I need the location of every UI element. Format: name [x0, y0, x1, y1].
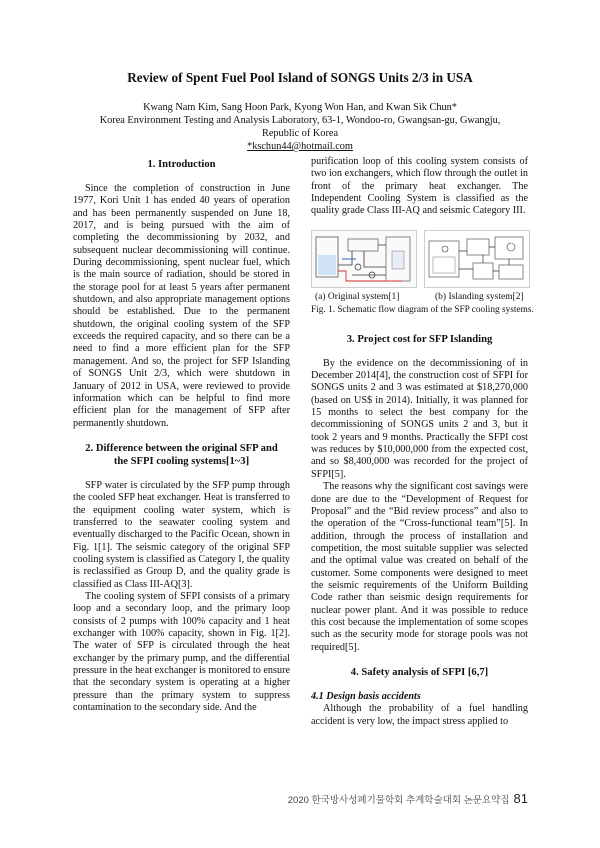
- section-4-1-title: 4.1 Design basis accidents: [311, 690, 421, 702]
- figure-1-caption: Fig. 1. Schematic flow diagram of the SFP cooling systems.: [311, 304, 534, 315]
- section-3-paragraph-1: By the evidence on the decommissioning of in December 2014[4], the construction cost of SFPI for SONGS units 2 and 3 was estimated at $18,270,000 (based on US$ in 2014). Initially, it was planned for 15 months to select the best company for the decommissioning of SONGS units 2 and 3, but it took 2 years and 9 months. Practically the SFPI cost was reduces by $10,000,000 from the expected cost, and so $8,400,000 was recorded for the project of SFPI[5].: [311, 357, 528, 480]
- section-2-title-line-2: the SFPI cooling systems[1~3]: [113, 455, 250, 467]
- author-names: Kwang Nam Kim, Sang Hoon Park, Kyong Won Han, and Kwan Sik Chun*: [143, 102, 457, 113]
- left-column: [73, 158, 290, 714]
- page-number: 81: [513, 791, 528, 806]
- section-2-paragraph-1: SFP water is circulated by the SFP pump through the cooled SFP heat exchanger. Heat is transferred to the equipment cooling water system, which is transferred to the seawater cooling system and eventually discharged to the Pacific Ocean, shown in Fig. 1[1]. The seismic category of the original SFP cooling system is classified as Category I, the quality is reclassified as Group D, and the quality grade is classified as Class III-AQ[3].: [73, 479, 291, 590]
- figure-1-subcaptions: [311, 292, 528, 304]
- section-1-title: 1. Introduction: [147, 159, 216, 170]
- section-2-continued-paragraph: purification loop of this cooling system consists of two ion exchangers, which flow through the outlet in front of the primary heat exchanger. The Independent Cooling System is classified as the quality grade Class III-AQ and seismic Category III.: [311, 156, 528, 217]
- page-footer: [288, 791, 528, 806]
- figure-1: [311, 230, 528, 290]
- section-2-title-line-1: 2. Difference between the original SFP and: [85, 442, 278, 454]
- original-system-diagram: [311, 230, 417, 288]
- subcaption-b: (b) Islanding system[2]: [435, 291, 524, 302]
- section-1-paragraph: Since the completion of construction in June 1977, Kori Unit 1 has ended 40 years of operation and has been permanently suspended on June 18, 2017, and is being pursued with the aim of completing the decommissioning by 2032, and subsequent nuclear decommissioning will continue. During decommissioning, spent nuclear fuel, which is the main source of radiation, should be stored in the storage pool for at least 5 years after permanent shutdown, and also appropriate management options should be established. Due to the permanent shutdown, the original cooling system of the SFP exceeds the required capacity, and so there can be a need to find a more efficient plan for the SFP management. And so, the project for SFP Islanding of SONGS Unit 2/3, which were shutdown in January of 2012 in USA, were reviewed to provide information which can be helpful to find more efficient plan for the management of SFP after permanently shutdown.: [73, 183, 290, 429]
- section-2-paragraph-2: The cooling system of SFPI consists of a primary loop and a secondary loop, and the primary loop consists of 2 pumps with 100% capacity and 1 heat exchanger with 100% capacity, shown in Fig. 1[2]. The water of SFP is circulated through the heat exchanger by the primary pump, and the differential pressure in the heat exchanger is monitored to ensure that the secondary system is operating at a higher pressure than the primary system to suppress contamination to the secondary side. And the: [73, 590, 290, 714]
- affiliation-line-2: Republic of Korea: [261, 128, 339, 139]
- paper-title: Review of Spent Fuel Pool Island of SONGS Units 2/3 in USA: [127, 70, 473, 85]
- author-email[interactable]: *kschun44@hotmail.com: [247, 141, 353, 152]
- section-4-1-paragraph: Although the probability of a fuel handling accident is very low, the impact stress applied to: [311, 703, 528, 727]
- author-block: [0, 101, 600, 153]
- right-column: [311, 156, 534, 728]
- section-3-paragraph-2: The reasons why the significant cost savings were done are due to the “Development of Request for Proposal” and the “Bid review process” and also to the operation of the “Cross-functional team”[5]. In addition, through the process of installation and competition, the most suitable supplier was selected and the optimal value was created on behalf of the customer. Some components were designed to meet the seismic requirements of the Uniform Building Code rather than seismic design requirements for nuclear power plant. And it was possible to reduce this cost because the implementation of some scopes such as the security mode for storage pools was not required[5].: [311, 481, 528, 653]
- islanding-system-diagram: [424, 230, 530, 288]
- subcaption-a: (a) Original system[1]: [315, 291, 400, 302]
- section-3-title: 3. Project cost for SFP Islanding: [346, 333, 493, 345]
- section-4-title: 4. Safety analysis of SFPI [6,7]: [350, 666, 489, 678]
- footer-text: 2020 한국방사성폐기물학회 추계학술대회 논문요약집: [287, 795, 510, 806]
- affiliation-line-1: Korea Environment Testing and Analysis Laboratory, 63-1, Wondoo-ro, Gwangsan-gu, Gwangju,: [99, 115, 501, 126]
